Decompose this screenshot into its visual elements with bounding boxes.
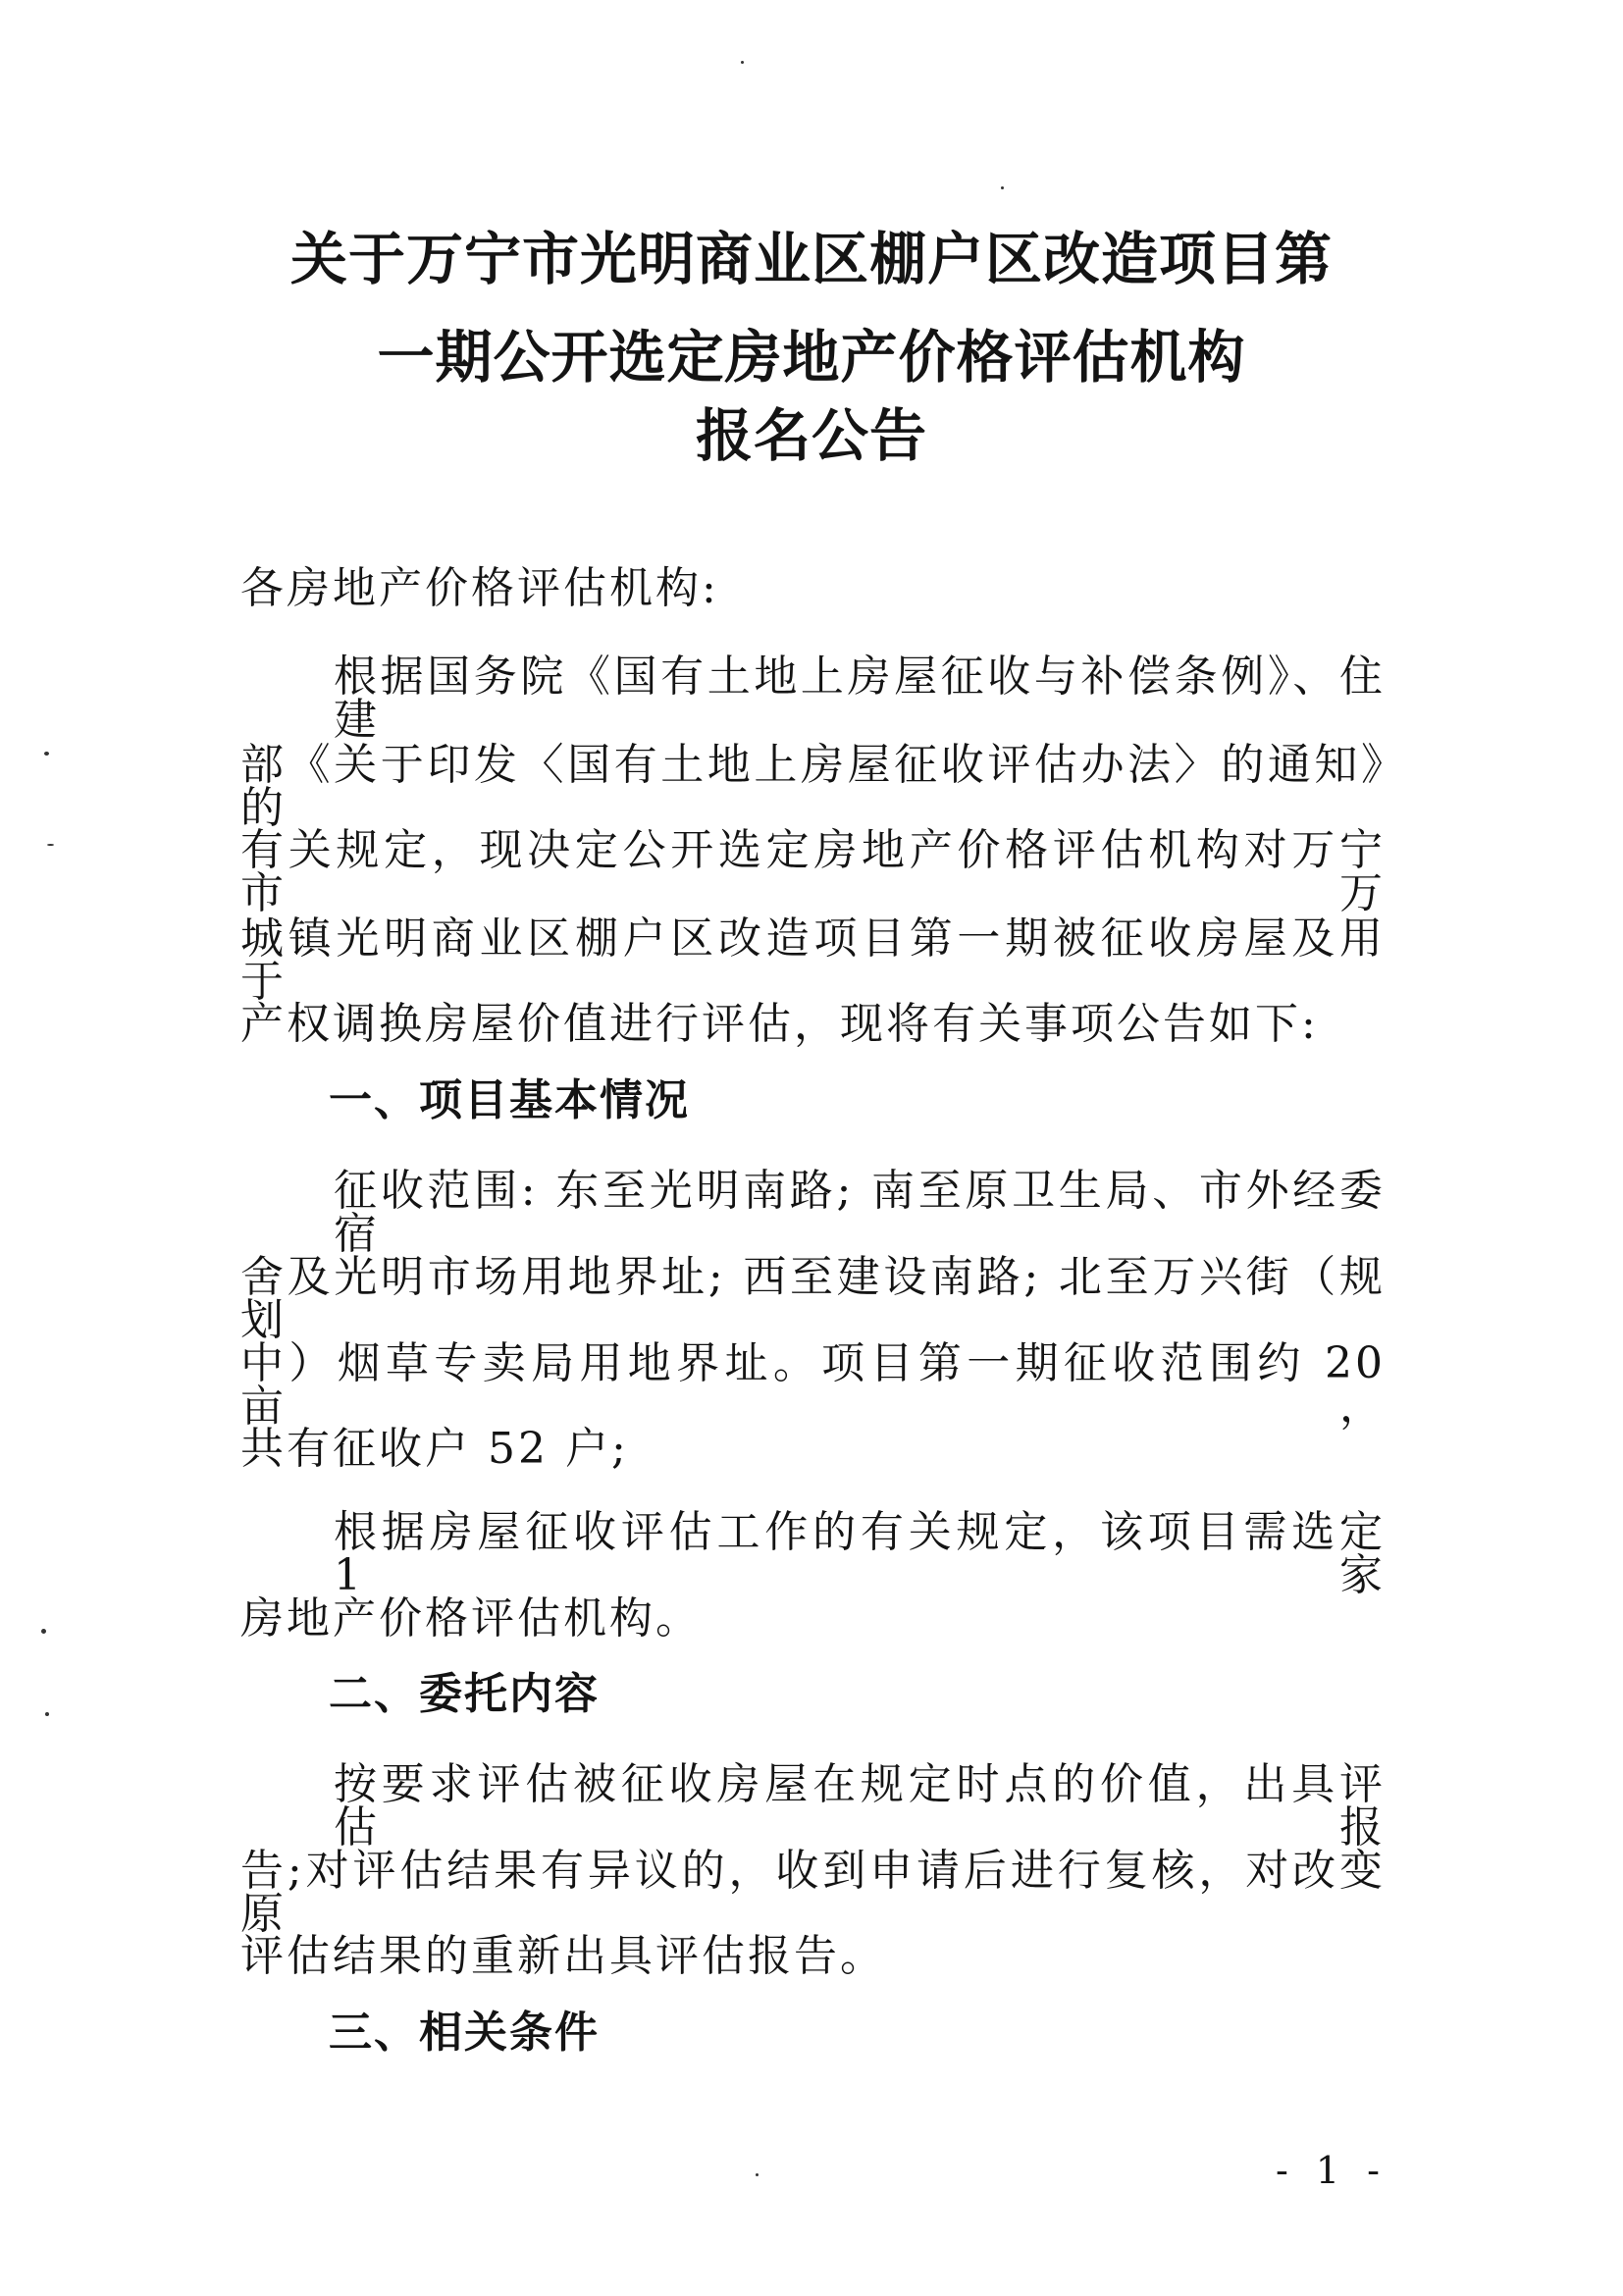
title-line-2: 一期公开选定房地产价格评估机构 xyxy=(377,324,1246,391)
scan-speck xyxy=(756,2173,759,2176)
page-number: - 1 - xyxy=(1276,2149,1388,2192)
salutation: 各房地产价格评估机构: xyxy=(240,563,719,613)
scan-speck xyxy=(1001,186,1004,189)
section-1-para-1-line-1: 征收范围: 东至光明南路; 南至原卫生局、市外经委宿 xyxy=(334,1166,1386,1259)
intro-line-2: 部《关于印发〈国有土地上房屋征收评估办法〉的通知》的 xyxy=(240,740,1386,833)
intro-line-1: 根据国务院《国有土地上房屋征收与补偿条例》、住建 xyxy=(334,652,1386,745)
scan-speck xyxy=(41,1629,46,1634)
title-line-1: 关于万宁市光明商业区棚户区改造项目第 xyxy=(289,226,1333,292)
scan-speck xyxy=(741,61,744,64)
section-1-para-2-line-2: 房地产价格评估机构。 xyxy=(240,1593,702,1644)
section-1-heading: 一、项目基本情况 xyxy=(329,1075,690,1125)
section-2-heading: 二、委托内容 xyxy=(329,1669,600,1719)
section-1-para-1-line-2: 舍及光明市场用地界址; 西至建设南路; 北至万兴街（规划 xyxy=(240,1252,1386,1345)
intro-line-4: 城镇光明商业区棚户区改造项目第一期被征收房屋及用于 xyxy=(240,913,1386,1007)
section-2-para-line-1: 按要求评估被征收房屋在规定时点的价值，出具评估报 xyxy=(334,1759,1386,1852)
scan-speck xyxy=(44,752,49,756)
title-line-3: 报名公告 xyxy=(695,402,927,469)
scan-speck xyxy=(47,844,54,846)
intro-line-3: 有关规定，现决定公开选定房地产价格评估机构对万宁市万 xyxy=(240,825,1386,918)
intro-line-5: 产权调换房屋价值进行评估，现将有关事项公告如下: xyxy=(240,999,1319,1049)
section-3-heading: 三、相关条件 xyxy=(329,2008,600,2058)
section-2-para-line-3: 评估结果的重新出具评估报告。 xyxy=(240,1931,886,1981)
section-1-para-2-line-1: 根据房屋征收评估工作的有关规定，该项目需选定 1 家 xyxy=(334,1507,1386,1600)
scan-speck xyxy=(45,1712,49,1716)
section-1-para-1-line-3: 中）烟草专卖局用地界址。项目第一期征收范围约 20 亩， xyxy=(240,1338,1386,1432)
section-2-para-line-2: 告;对评估结果有异议的，收到申请后进行复核，对改变原 xyxy=(240,1846,1386,1939)
section-1-para-1-line-4: 共有征收户 52 户; xyxy=(240,1424,629,1474)
